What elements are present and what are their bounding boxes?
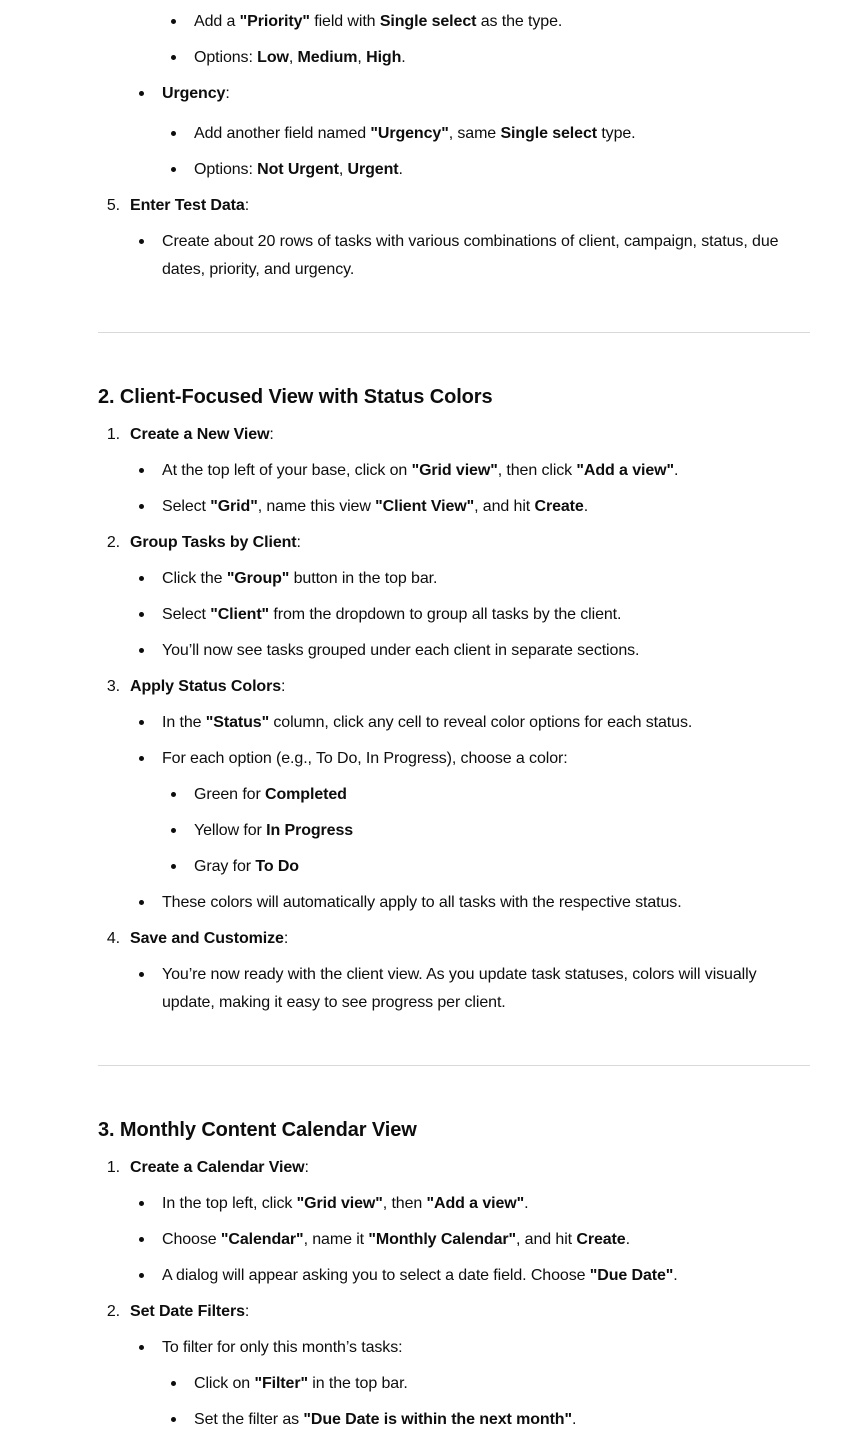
step-title-status-colors: Apply Status Colors: [130,678,286,695]
bold-text: "Grid view" [411,462,498,479]
bold-text: "Grid view" [296,1195,383,1212]
bold-text: "Due Date" [589,1267,674,1284]
text: Options: [194,161,258,178]
bold-text: Low [257,49,289,66]
bold-text: "Due Date is within the next month" [303,1411,572,1428]
bold-text: Save and Customize [130,930,284,947]
text: , then [382,1195,427,1212]
bold-text: "Filter" [254,1375,308,1392]
section-heading-client-view: 2. Client-Focused View with Status Colors [98,386,493,408]
urgency-item: Urgency: [162,80,230,108]
bold-text: Single select [500,125,597,142]
test-data-item [162,228,778,284]
bold-text: Medium [297,49,358,66]
text: as the type. [476,13,563,30]
text: A dialog will appear asking you to select a date field. Choose [162,1267,590,1284]
list-item [162,637,639,665]
text: Yellow for [194,822,267,839]
text: column, click any cell to reveal color options for each status. [269,714,693,731]
text: . [625,1231,630,1248]
text: At the top left of your base, click on [162,462,412,479]
text: . [673,462,679,479]
step-number: 3. [106,678,120,695]
bold-text: "Add a view" [426,1195,525,1212]
text: Add another field named [194,125,371,142]
bold-text: Apply Status Colors [130,678,282,695]
text-line: Create about 20 rows of tasks with various combinations of client, campaign, status, due [162,233,779,250]
text: Click the [162,570,227,587]
list-item [194,817,353,845]
list-item [162,1226,630,1254]
list-item [194,853,299,881]
text: . [571,1411,577,1428]
priority-field-item [194,8,562,36]
bold-text: Create a Calendar View [130,1159,305,1176]
bold-text: Create [534,498,584,515]
bold-text: "Group" [226,570,290,587]
step-title-create-calendar: Create a Calendar View: [130,1159,309,1176]
list-item [162,961,756,1017]
list-item [162,889,682,917]
text: , name this view [257,498,376,515]
text: Click on [194,1375,255,1392]
text: , and hit [515,1231,577,1248]
text: , then click [497,462,577,479]
step-title-group-tasks: Group Tasks by Client: [130,534,301,551]
bold-text: "Priority" [239,13,310,30]
bold-text: Urgency [162,85,226,102]
bold-text: Enter Test Data [130,197,245,214]
list-item [162,457,678,485]
text: from the dropdown to group all tasks by the client. [269,606,622,623]
text: Choose [162,1231,221,1248]
text: You’ll now see tasks grouped under each client in separate sections. [162,642,640,659]
step-number: 2. [106,534,120,551]
text: These colors will automatically apply to all tasks with the respective status. [162,894,682,911]
text-line: dates, priority, and urgency. [162,261,355,278]
text: , [288,49,298,66]
list-item [162,601,621,629]
bold-text: High [366,49,402,66]
text: . [583,498,589,515]
list-item [162,1262,678,1290]
step-number: 1. [106,426,120,443]
text: . [524,1195,529,1212]
bold-text: Group Tasks by Client [130,534,297,551]
bold-text: "Monthly Calendar" [368,1231,516,1248]
text: , [357,49,367,66]
text: Select [162,498,211,515]
section-heading-calendar-view: 3. Monthly Content Calendar View [98,1119,417,1141]
text: , and hit [474,498,535,515]
list-item [162,709,692,737]
text: , [338,161,348,178]
bold-text: Create a New View [130,426,270,443]
text: In the [162,714,206,731]
step-number: 1. [106,1159,120,1176]
text: To filter for only this month’s tasks: [162,1339,403,1356]
list-item [162,1334,402,1362]
step-title-create-view: Create a New View: [130,426,274,443]
bold-text: "Status" [205,714,270,731]
list-item [194,781,347,809]
list-item [162,745,568,773]
bold-text: Not Urgent [257,161,339,178]
list-item [162,565,437,593]
step-number: 5. [106,197,120,214]
text: type. [596,125,636,142]
bold-text: Set Date Filters [130,1303,245,1320]
bold-text: Completed [265,786,347,803]
divider [98,1065,810,1066]
list-item [194,1370,408,1398]
text: Select [162,606,211,623]
bold-text: "Grid" [210,498,258,515]
bold-text: To Do [255,858,299,875]
text: . [398,161,403,178]
text: field with [309,13,380,30]
bold-text: "Add a view" [576,462,674,479]
divider [98,332,810,333]
text: Options: [194,49,258,66]
text: . [401,49,406,66]
text: For each option (e.g., To Do, In Progress), choose a color: [162,750,568,767]
bold-text: "Client View" [375,498,475,515]
text: , same [448,125,501,142]
list-item [194,1406,576,1434]
bold-text: Create [576,1231,626,1248]
urgency-options-item [194,156,403,184]
step-title-save-customize: Save and Customize: [130,930,289,947]
text: in the top bar. [307,1375,408,1392]
text-line: update, making it easy to see progress per client. [162,994,506,1011]
text: Set the filter as [194,1411,304,1428]
list-item [162,1190,528,1218]
text: , name it [303,1231,369,1248]
bold-text: "Client" [210,606,270,623]
step-number: 2. [106,1303,120,1320]
step-title-date-filters: Set Date Filters: [130,1303,250,1320]
bold-text: In Progress [266,822,354,839]
urgency-field-item [194,120,636,148]
priority-options-item [194,44,406,72]
step-number: 4. [106,930,120,947]
text-line: You’re now ready with the client view. As you update task statuses, colors will visually [162,966,757,983]
text: . [673,1267,678,1284]
text: In the top left, click [162,1195,297,1212]
list-item [162,493,588,521]
text: Green for [194,786,266,803]
text: button in the top bar. [289,570,438,587]
bold-text: "Calendar" [220,1231,304,1248]
bold-text: Urgent [347,161,399,178]
text: Add a [194,13,240,30]
bold-text: Single select [379,13,477,30]
text: Gray for [194,858,256,875]
step-title-enter-test-data: Enter Test Data: [130,197,250,214]
bold-text: "Urgency" [370,125,449,142]
